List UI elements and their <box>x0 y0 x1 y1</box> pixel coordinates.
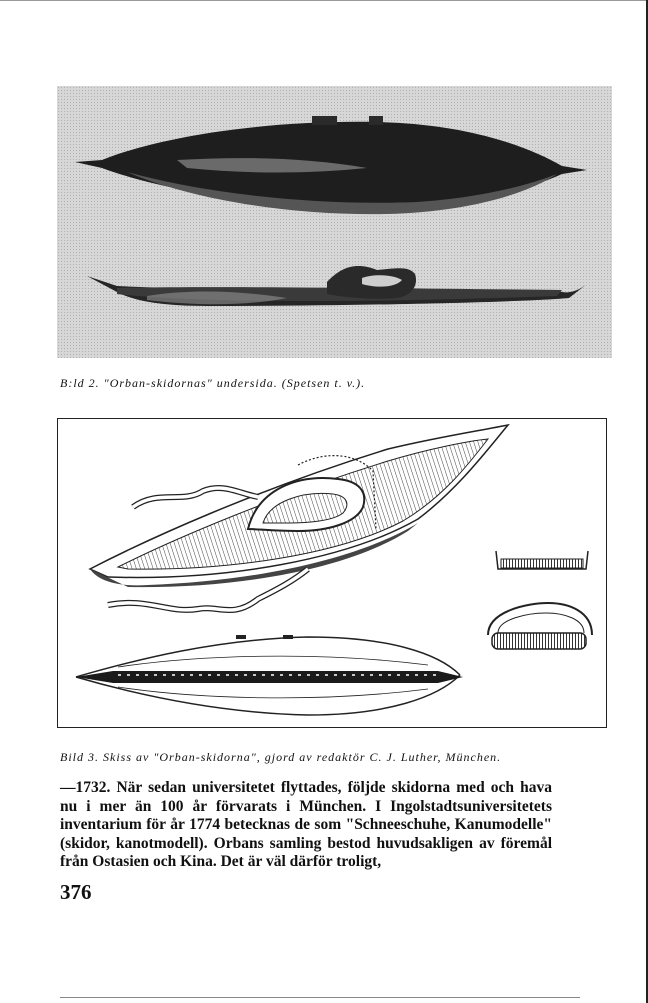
bottom-rule <box>60 997 580 998</box>
ski-photograph <box>57 86 612 358</box>
page-number: 376 <box>60 880 92 904</box>
figure-3-caption: Bild 3. Skiss av "Orban-skidorna", gjord av redaktör C. J. Luther, München. <box>60 750 502 764</box>
top-rule <box>0 0 648 1</box>
figure-2-caption: B:ld 2. "Orban-skidornas" undersida. (Spetsen t. v.). <box>60 376 366 390</box>
body-paragraph: —1732. När sedan universitetet flyttades, följde skidorna med och hava nu i mer än 100 år förvarats i München. I Ingolstadtsuniversitetets inventarium för år 1774 betecknas de som "Schneeschuhe, Kanumodelle" (skidor, kanotmodell). Orbans samling bestod huvudsakligen av föremål från Ostasien och Kina. Det är väl därför troligt, <box>60 779 552 871</box>
ski-sketch <box>57 418 607 728</box>
ski-sketch-graphic <box>58 419 608 729</box>
ski-photo-graphic <box>57 86 612 358</box>
